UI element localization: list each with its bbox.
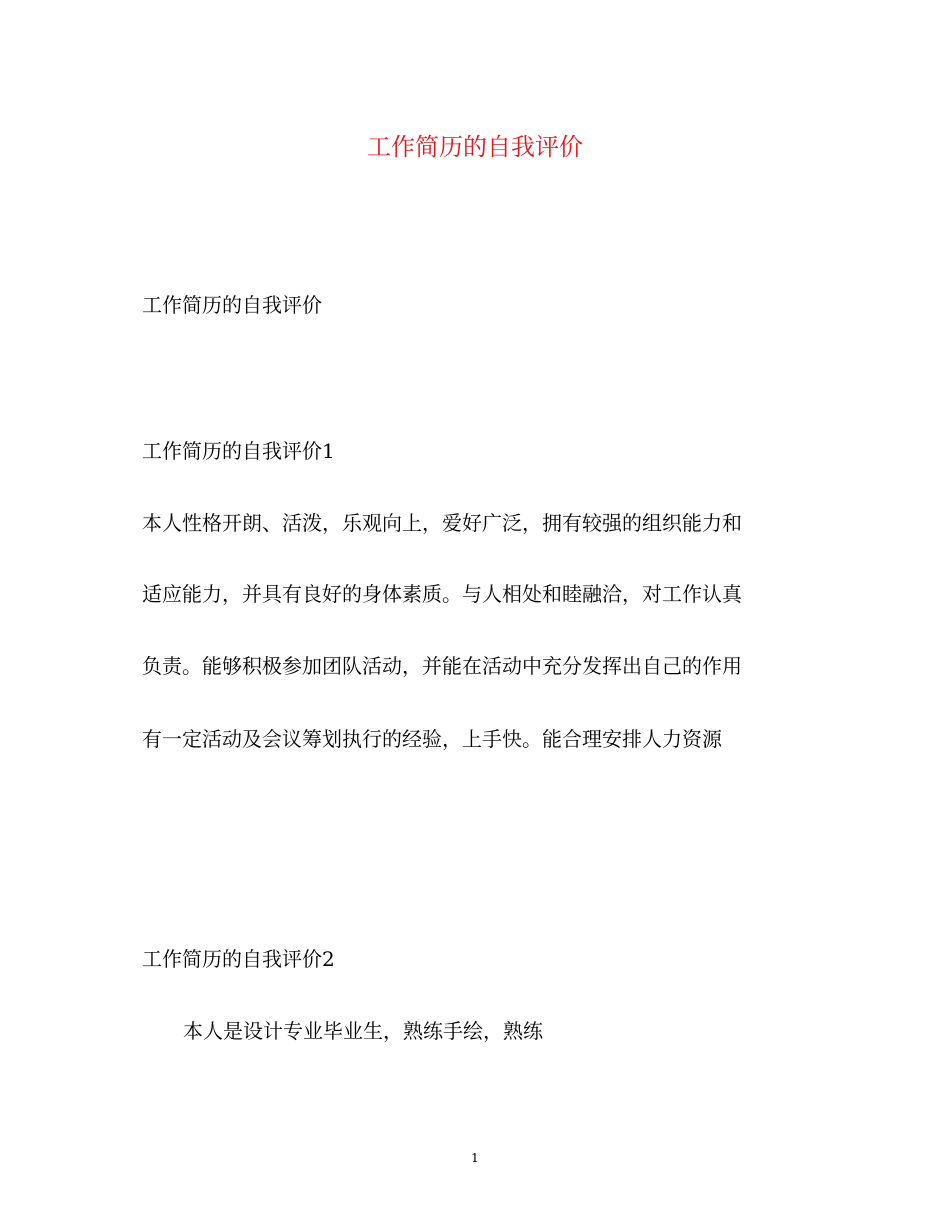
section-2-line-1: 本人是设计专业毕业生，熟练手绘，熟练 xyxy=(183,1019,543,1043)
document-subtitle: 工作简历的自我评价 xyxy=(142,293,322,317)
section-2-heading: 工作简历的自我评价2 xyxy=(142,947,335,971)
page-number: 1 xyxy=(471,1151,479,1165)
document-title: 工作简历的自我评价 xyxy=(367,133,583,161)
section-1-line-2: 适应能力，并具有良好的身体素质。与人相处和睦融洽，对工作认真 xyxy=(142,582,742,606)
section-1-line-3: 负责。能够积极参加团队活动，并能在活动中充分发挥出自己的作用 xyxy=(142,654,742,678)
section-1-heading: 工作简历的自我评价1 xyxy=(142,439,335,463)
section-1-line-4: 有一定活动及会议筹划执行的经验，上手快。能合理安排人力资源 xyxy=(142,727,722,751)
section-1-line-1: 本人性格开朗、活泼，乐观向上，爱好广泛，拥有较强的组织能力和 xyxy=(142,511,742,535)
